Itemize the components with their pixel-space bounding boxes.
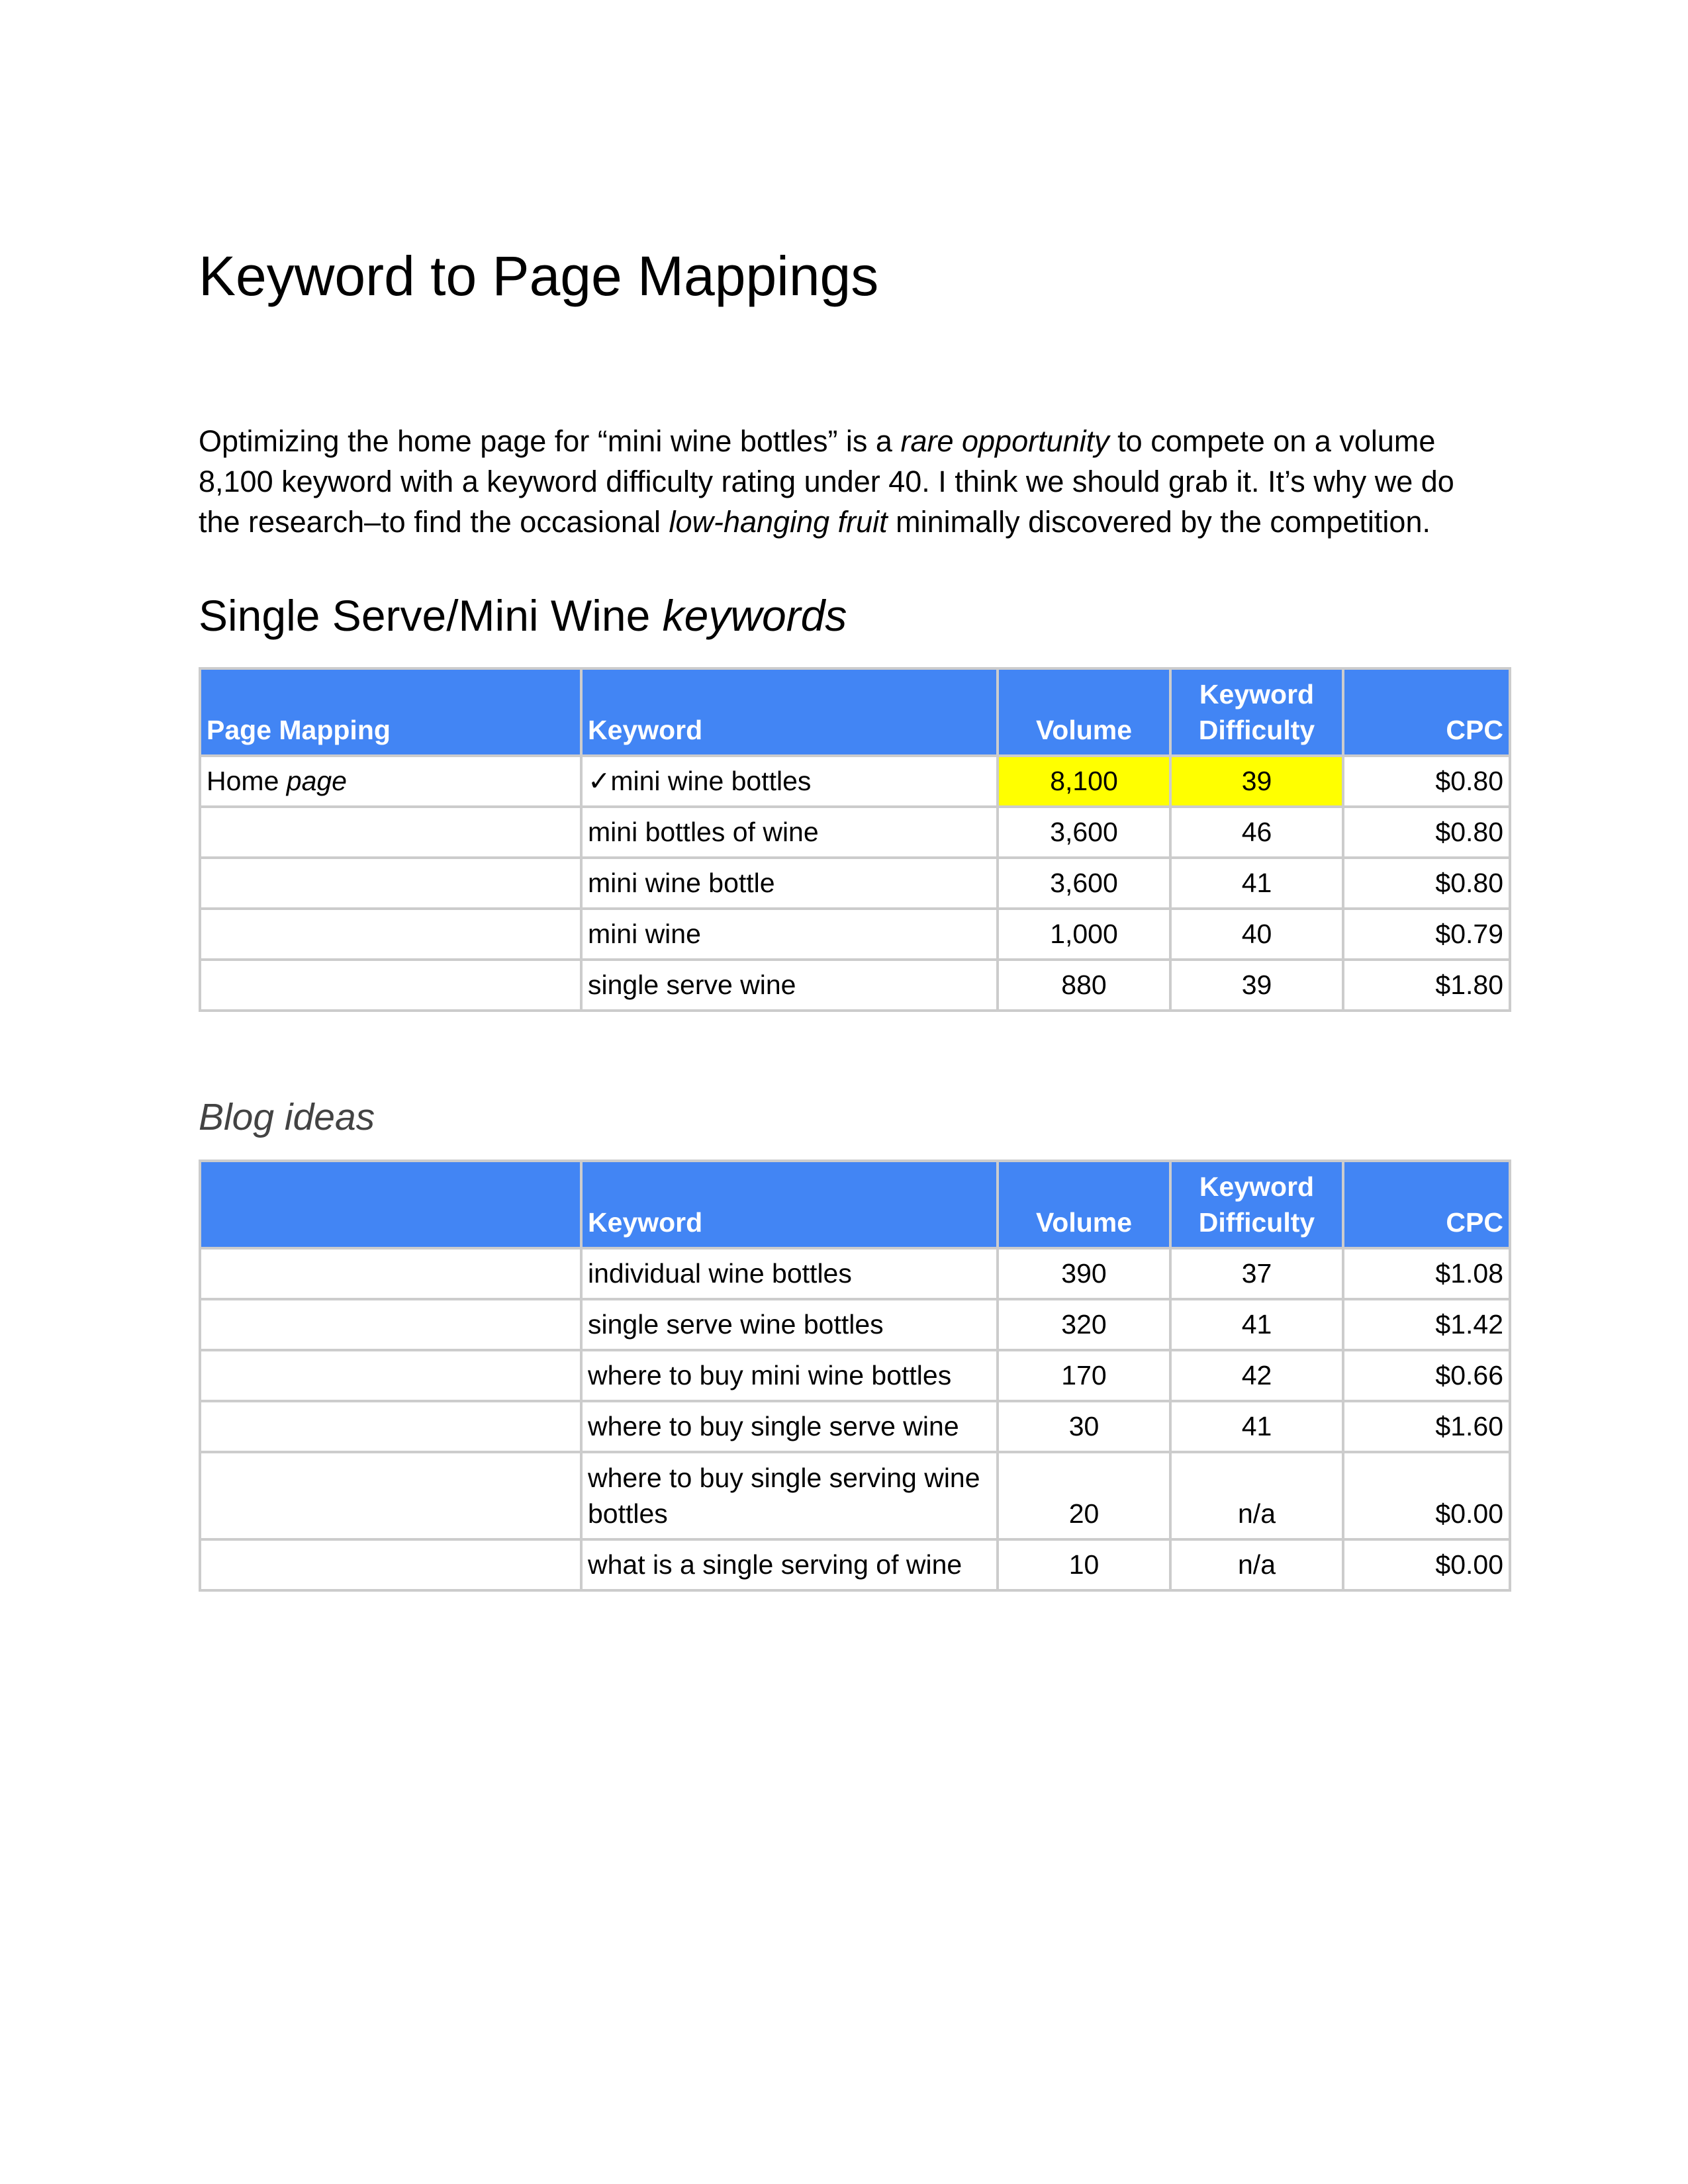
table-row [200, 858, 1510, 909]
cell-keyword: ✓mini wine bottles [581, 756, 998, 807]
table-header-row [200, 668, 1510, 756]
cell-keyword: what is a single serving of wine [581, 1539, 998, 1590]
table-row [200, 1299, 1510, 1350]
cell-cpc: $0.80 [1343, 756, 1510, 807]
intro-text-2: to compete on a volume 8,100 keyword with a keyword difficulty rating under 40. I think we should grab it. It’s why we do the research–to find the occasional [199, 424, 1454, 539]
cell-page-mapping [200, 960, 581, 1011]
cell-keyword: where to buy single serve wine [581, 1401, 998, 1452]
cell-difficulty: 40 [1170, 909, 1343, 960]
cell-volume: 320 [998, 1299, 1170, 1350]
cell-page-mapping [200, 858, 581, 909]
cell-volume: 880 [998, 960, 1170, 1011]
header-difficulty-line2: Difficulty [1198, 715, 1315, 745]
cell-difficulty: 41 [1170, 858, 1343, 909]
cell-keyword: mini wine [581, 909, 998, 960]
page-mapping-emphasis: page [286, 766, 347, 796]
table-row [200, 1539, 1510, 1590]
header-page-mapping: Page Mapping [200, 668, 581, 756]
cell-difficulty: n/a [1170, 1539, 1343, 1590]
intro-text-1: Optimizing the home page for “mini wine bottles” is a [199, 424, 901, 458]
cell-cpc: $0.80 [1343, 858, 1510, 909]
page-title: Keyword to Page Mappings [199, 245, 879, 307]
cell-page-mapping [200, 1452, 581, 1539]
cell-difficulty: 37 [1170, 1248, 1343, 1299]
header-cpc: CPC [1343, 668, 1510, 756]
cell-page-mapping [200, 1401, 581, 1452]
section-title-single-serve [199, 591, 847, 640]
blog-ideas-table [199, 1160, 1511, 1592]
cell-keyword: single serve wine [581, 960, 998, 1011]
header-difficulty-line1: Keyword [1199, 679, 1315, 709]
cell-volume: 30 [998, 1401, 1170, 1452]
cell-cpc: $0.66 [1343, 1350, 1510, 1401]
cell-volume: 20 [998, 1452, 1170, 1539]
header-volume: Volume [998, 668, 1170, 756]
header-difficulty-line2: Difficulty [1198, 1207, 1315, 1238]
cell-cpc: $0.79 [1343, 909, 1510, 960]
header-difficulty-line1: Keyword [1199, 1171, 1315, 1202]
table-row [200, 960, 1510, 1011]
cell-cpc: $1.42 [1343, 1299, 1510, 1350]
table-row [200, 1350, 1510, 1401]
header-cpc: CPC [1343, 1161, 1510, 1248]
cell-page-mapping [200, 909, 581, 960]
cell-volume: 170 [998, 1350, 1170, 1401]
cell-page-mapping [200, 807, 581, 858]
cell-difficulty-highlighted: 39 [1170, 756, 1343, 807]
single-serve-keywords-table [199, 667, 1511, 1012]
table-row [200, 1401, 1510, 1452]
cell-page-mapping [200, 1299, 581, 1350]
cell-volume: 3,600 [998, 858, 1170, 909]
table-row [200, 909, 1510, 960]
cell-keyword: mini bottles of wine [581, 807, 998, 858]
section-title-plain: Single Serve/Mini Wine [199, 591, 663, 640]
cell-volume: 3,600 [998, 807, 1170, 858]
cell-keyword: where to buy mini wine bottles [581, 1350, 998, 1401]
cell-keyword: where to buy single serving wine bottles [581, 1452, 998, 1539]
cell-page-mapping [200, 756, 581, 807]
header-keyword-difficulty [1170, 1161, 1343, 1248]
cell-difficulty: 39 [1170, 960, 1343, 1011]
table-row [200, 807, 1510, 858]
cell-page-mapping [200, 1539, 581, 1590]
cell-cpc: $0.00 [1343, 1452, 1510, 1539]
cell-volume: 390 [998, 1248, 1170, 1299]
cell-cpc: $1.80 [1343, 960, 1510, 1011]
header-page-mapping [200, 1161, 581, 1248]
cell-cpc: $0.00 [1343, 1539, 1510, 1590]
cell-cpc: $1.60 [1343, 1401, 1510, 1452]
table-row [200, 756, 1510, 807]
table-row [200, 1248, 1510, 1299]
cell-keyword: mini wine bottle [581, 858, 998, 909]
cell-difficulty: 42 [1170, 1350, 1343, 1401]
cell-volume-highlighted: 8,100 [998, 756, 1170, 807]
cell-volume: 10 [998, 1539, 1170, 1590]
table-header-row [200, 1161, 1510, 1248]
cell-volume: 1,000 [998, 909, 1170, 960]
cell-difficulty: 41 [1170, 1299, 1343, 1350]
cell-page-mapping [200, 1350, 581, 1401]
intro-emphasis-1: rare opportunity [900, 424, 1109, 458]
header-volume: Volume [998, 1161, 1170, 1248]
intro-emphasis-2: low-hanging fruit [669, 505, 888, 539]
intro-text-3: minimally discovered by the competition. [887, 505, 1430, 539]
cell-cpc: $0.80 [1343, 807, 1510, 858]
header-keyword-difficulty [1170, 668, 1343, 756]
cell-cpc: $1.08 [1343, 1248, 1510, 1299]
cell-page-mapping [200, 1248, 581, 1299]
cell-keyword: single serve wine bottles [581, 1299, 998, 1350]
cell-difficulty: n/a [1170, 1452, 1343, 1539]
page-mapping-text: Home [207, 766, 287, 796]
intro-paragraph [199, 421, 1496, 542]
cell-difficulty: 41 [1170, 1401, 1343, 1452]
header-keyword: Keyword [581, 1161, 998, 1248]
blog-ideas-title: Blog ideas [199, 1096, 375, 1138]
table-row [200, 1452, 1510, 1539]
header-keyword: Keyword [581, 668, 998, 756]
cell-difficulty: 46 [1170, 807, 1343, 858]
cell-keyword: individual wine bottles [581, 1248, 998, 1299]
section-title-emphasis: keywords [662, 591, 847, 640]
